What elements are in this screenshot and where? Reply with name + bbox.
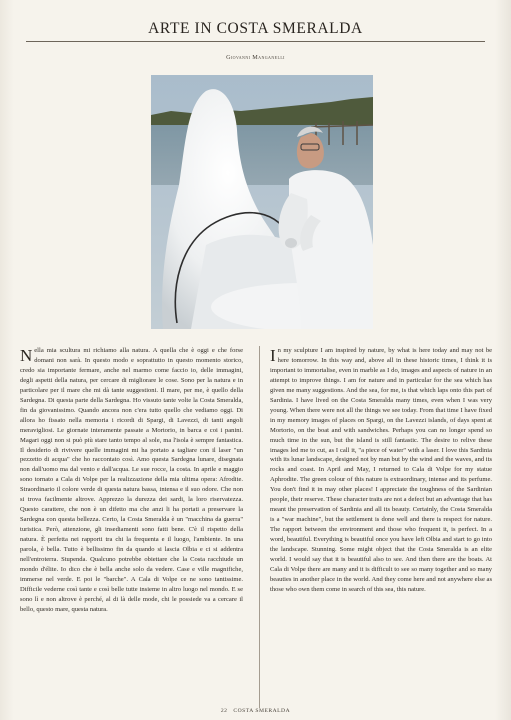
title-rule: [26, 41, 485, 42]
page-title: ARTE IN COSTA SMERALDA: [148, 20, 363, 37]
magazine-name: COSTA SMERALDA: [233, 708, 291, 714]
page-footer: [0, 708, 511, 714]
italian-dropcap: N: [20, 346, 33, 365]
photo-illustration: [151, 75, 373, 329]
page-number: 22: [220, 708, 228, 714]
column-divider: [259, 346, 260, 708]
article-italian-column: [20, 346, 243, 615]
italian-text: ella mia scultura mi richiamo alla natura. A quella che è oggi e che forse domani non sarà. In questo modo e soprattutto in questo momento storico, credo sia importante fermare, anche nel marmo come faccio io, delle immagini, degli aspetti della natura, per cercare di migliorare le cose. Sono per la natura e in particolare per il mare che mi dà tante suggestioni. Il mare, per me, è quello della Sardegna. Di questa parte della Sardegna. Ho vissuto tante volte la Costa Smeralda, fin da giovanissimo. Quando ancora non c'era tutto quello che vediamo oggi. Di allora ho fissato nella memoria i ricordi di Spargi, di Lavezzi, di tanti angoli meravigliosi. Le giornate interamente passate a Mortorio, in barca e coi i panini. Magari oggi non si può più stare tanto tempo al sole, ma l'isola è sempre fantastica. Il desiderio di rivivere quelle immagini mi ha portato a tagliare con il laser "un pezzetto di acqua" che ho raccontato così. Amo questa Sardegna lunare, disegnata non dall'uomo ma dal vento e dall'acqua. Le sue rocce, la costa. In aprile e maggio sono tornato a Cala di Volpe per la realizzazione della mia ultima opera: Afrodite. Straordinario il colore verde di questa natura bassa, intensa e il suo odore. Che non si trova facilmente altrove. Apprezzo la durezza dei sardi, la loro riservatezza. Questo carattere, che non è un difetto ma che anzi li ha portati a preservare la Sardegna con questa bellezza. Certo, la Costa Smeralda è un "macchina da guerra" turistica. Però, attenzione, gli insediamenti sono fatti bene. C'è il rispetto della natura. È perfetta nei rapporti tra chi la frequenta e il luogo, l'ambiente. In una parola, è bella. Tutto è bellissimo fin da quando si lascia Olbia e ci si addentra nell'entroterra. Stupenda. Qualcuno potrebbe obiettare che la Costa racchiude un mondo d'élite. Io dico che è bella anche solo da vedere. Case e ville magnifiche, immerse nel verde. E poi le "barche". A Cala di Volpe ce ne sono tantissime. Difficile vederne così tante e così belle tutte insieme in altro luogo nel mondo. E se sono lì e non altrove è perché, al di là delle mode, chi le possiede va a cercare il bello, questo mare, questa natura.: [20, 347, 243, 613]
english-text: n my sculpture I am inspired by nature, by what is here today and may not be here tomorrow. In this way and, above all in these historic times, I think it is important to immortalise, even in marble as I do, images and aspects of nature in an attempt to improve things. I am for nature and in particular for the sea which has given me many suggestions. And the sea, for me, is that which laps onto this part of Sardinia. I have lived on the Costa Smeralda many times, even when I was very young. When there were not all the things we see today. From that time I have fixed in my memory images of places on Spargi, on the Lavezzi islands, of days spent at Mortorio, on the boat and with sandwiches. Perhaps you can no longer spend so much time in the sun, but the island is still fantastic. The desire to relive these images led me to cut, as I call it, "a piece of water" with a laser. I love this Sardinia with its lunar landscape, designed not by man but by the wind and the waves, and its rocks and coast. In April and May, I returned to Cala di Volpe for my statue Aphrodite. The green colour of this nature is extraordinary, intense and its perfume. You don't find it in may other places! I appreciate the toughness of the Sardinian people, their reserve. These character traits are not a defect but an advantage that has meant the preservation of Sardinia and all its beauty. Certainly, the Costa Smeralda is a "war machine", but the settlement is done well and there is respect for nature. The rapport between the environment and those who frequent it, is perfect. In a word, beautiful. Everything is beautiful once you have left Olbia and start to go into the landscape. Stunning. Some might object that the Costa Smeralda is an elite world. I would say that it is beautiful also to see. And then there are the boats. At Cala di Volpe there are many and it is difficult to see so many together and so many beauties in another place in the world. And they come here and not anywhere else as those who own them come in search of this sea, this nature.: [270, 347, 492, 593]
italian-paragraph: [20, 346, 243, 615]
author-byline: Giovanni Manganelli: [226, 54, 285, 61]
article-english-column: [270, 346, 492, 595]
sculptor-photo: [151, 75, 373, 329]
english-dropcap: I: [270, 346, 276, 365]
english-paragraph: [270, 346, 492, 595]
